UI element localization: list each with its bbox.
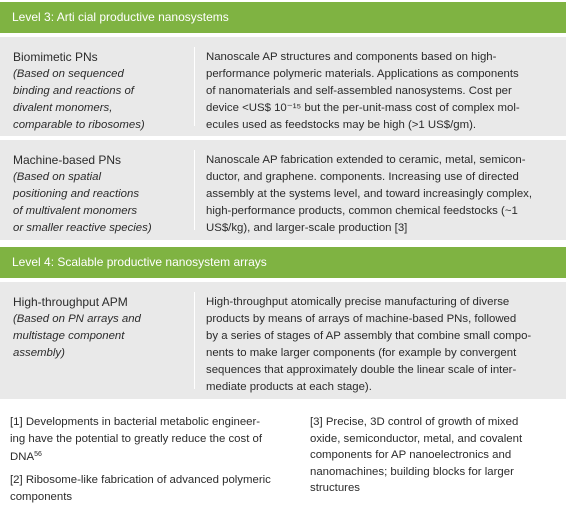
row-subtitle-line: (Based on spatial [13,171,102,183]
row-subtitle-line: assembly) [13,347,65,359]
description-line: products by means of arrays of machine-based PNs, followed [206,313,517,325]
footnote-line: nanomachines; building blocks for larger [310,465,514,478]
description-line: performance polymeric materials. Applications as components [206,68,519,80]
row-label-cell [0,140,194,240]
row-description-cell [206,282,556,396]
row-subtitle-line: (Based on PN arrays and [13,313,141,325]
description-line: US$/kg), and larger-scale production [3] [206,222,408,234]
row-label-cell [0,37,194,136]
description-line: nents to make larger components (for example by convergent [206,347,517,359]
row-subtitle-line: multistage component [13,330,125,342]
description-line: ecules used as feedstocks may be high (>1 US$/gm). [206,119,477,131]
row-subtitle-line: comparable to ribosomes) [13,119,145,131]
row-title: High-throughput APM [13,295,128,309]
description-line: device <US$ 10⁻¹⁵ but the per-unit-mass cost of complex mol- [206,102,520,114]
footnote-line: [2] Ribosome-like fabrication of advanced polymeric [10,474,271,486]
row-subtitle-line: (Based on sequenced [13,68,124,80]
description-line: ductor, and graphene. components. Increasing use of directed [206,171,519,183]
description-line: mediate products at each stage). [206,381,372,393]
column-divider [194,292,195,389]
footnote-line [10,447,290,466]
row-description-cell [206,37,556,134]
row-subtitle-line: of multivalent monomers [13,205,138,217]
footnote-line: structures [310,482,361,494]
column-divider [194,47,195,126]
row-label-cell [0,282,194,399]
level-4-title: Level 4: Scalable productive nanosystem arrays [12,255,267,269]
level-4-header [0,247,566,278]
footnote-line: ing have the potential to greatly reduce the cost of [10,432,263,445]
table-row-high-throughput-apm [0,282,566,399]
description-line: sequences that approximately double the linear scale of inter- [206,364,517,376]
row-title: Machine-based PNs [13,153,122,167]
level-3-header [0,2,566,33]
description-line: High-throughput atomically precise manufacturing of diverse [206,296,510,308]
row-subtitle-line: divalent monomers, [13,102,113,114]
row-title: Biomimetic PNs [13,50,98,64]
footnote-line: components for AP nanoelectronics and [310,449,512,461]
footnote-reference: 56 [34,451,42,458]
description-line: Nanoscale AP fabrication extended to ceramic, metal, semicon- [206,154,526,166]
description-line: high-performance products, common chemical feedstocks (~1 [206,205,518,217]
footnote-line-text: DNA [10,451,35,463]
footnote-3 [310,414,560,497]
table-row-machine-based-pns [0,140,566,240]
footnote-1 [10,414,290,466]
description-line: by a series of stages of AP assembly that combine small compo- [206,330,532,342]
row-description-cell [206,140,556,237]
description-line: of nanomaterials and self-assembled nanosystems. Cost per [206,85,512,97]
row-subtitle-line: positioning and reactions [13,188,140,200]
description-line: Nanoscale AP structures and components based on high- [206,51,497,63]
level-3-title: Level 3: Arti cial productive nanosystems [12,10,229,24]
row-subtitle-line: binding and reactions of [13,85,134,97]
footnote-line: oxide, semiconductor, metal, and covalent [310,432,523,445]
footnote-line: [1] Developments in bacterial metabolic engineer- [10,416,261,428]
table-row-biomimetic-pns [0,37,566,136]
footnote-line: [3] Precise, 3D control of growth of mixed [310,416,519,428]
footnote-line: components [10,490,73,503]
footnote-2 [10,472,290,505]
description-line: assembly at the systems level, and toward increasingly complex, [206,188,533,200]
column-divider [194,150,195,230]
row-subtitle-line: or smaller reactive species) [13,222,152,234]
